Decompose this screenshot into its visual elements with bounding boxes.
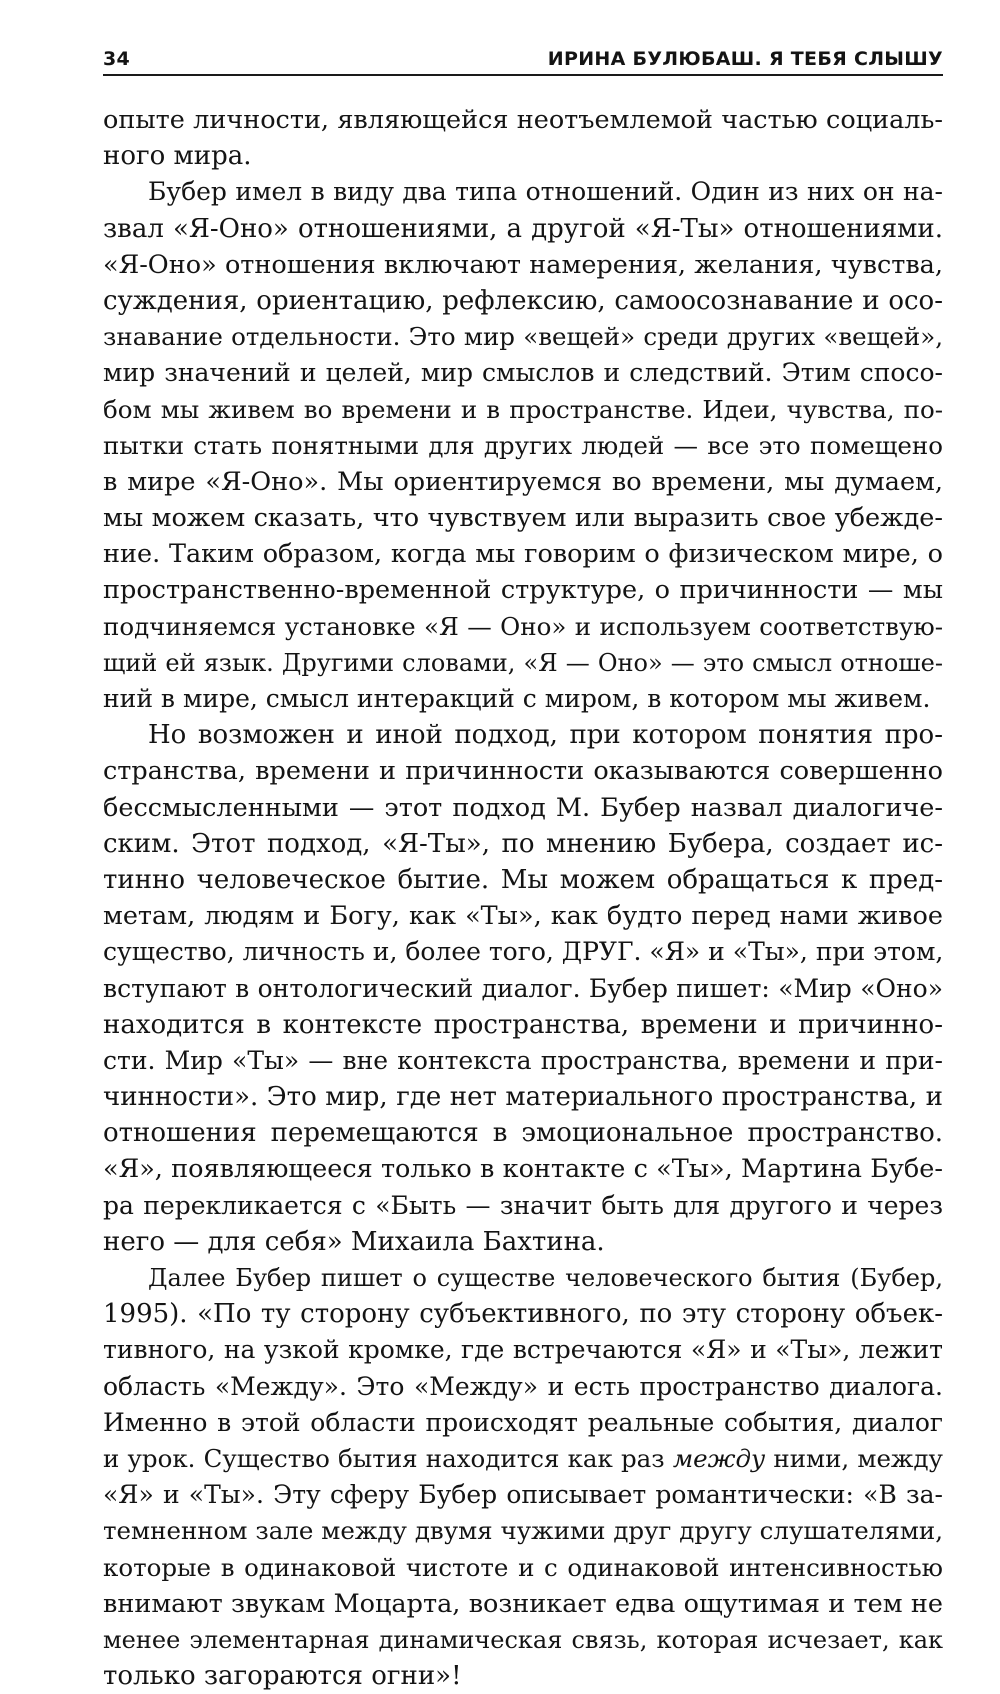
- text-line: ским. Этот подход, «Я-Ты», по мнению Бубера, создает ис-: [103, 828, 943, 859]
- text-line: ние. Таким образом, когда мы говорим о физическом мире, о: [103, 539, 943, 570]
- text-line: вступают в онтологический диалог. Бубер пишет: «Мир «Оно»: [103, 973, 943, 1003]
- text-line: пространственно-временной структуре, о причинности — мы: [103, 575, 943, 606]
- text-line: только загораются огни»!: [103, 1661, 462, 1692]
- emphasis-text: между: [672, 1443, 766, 1473]
- text-line: менее элементарная динамическая связь, которая исчезает, как: [103, 1625, 943, 1654]
- text-line: 1995). «По ту сторону субъективного, по эту сторону объек-: [103, 1299, 943, 1330]
- text-line: звал «Я-Оно» отношениями, а другой «Я-Ты» отношениями.: [103, 213, 943, 244]
- text-line: ра перекликается с «Быть — значит быть для другого и через: [103, 1190, 943, 1220]
- text-line: «Я-Оно» отношения включают намерения, желания, чувства,: [103, 249, 943, 280]
- text-line: странства, времени и причинности оказываются совершенно: [103, 756, 943, 787]
- text-line: суждения, ориентацию, рефлексию, самоосознавание и осо-: [103, 285, 943, 316]
- text-line: тивного, на узкой кромке, где встречаются «Я» и «Ты», лежит: [103, 1335, 943, 1365]
- text-line: внимают звукам Моцарта, возникает едва ощутимая и тем не: [103, 1588, 943, 1619]
- text-line: сти. Мир «Ты» — вне контекста пространства, времени и при-: [103, 1045, 943, 1075]
- text-line: «Я» и «Ты». Эту сферу Бубер описывает романтически: «В за-: [103, 1480, 943, 1510]
- text-line: пытки стать понятными для других людей — все это помещено: [103, 430, 943, 460]
- text-line: бессмысленными — этот подход М. Бубер назвал диалогиче-: [103, 792, 943, 823]
- text-line: знавание отдельности. Это мир «вещей» среди других «вещей»,: [103, 322, 943, 352]
- text-line: ного мира.: [103, 141, 252, 172]
- text-line: мы можем сказать, что чувствуем или выразить свое убежде-: [103, 503, 943, 534]
- text-line: Бубер имел в виду два типа отношений. Один из них он на-: [148, 177, 943, 207]
- text-line: тинно человеческое бытие. Мы можем обращаться к пред-: [103, 864, 943, 895]
- text-line: находится в контексте пространства, времени и причинно-: [103, 1009, 943, 1040]
- text-line: него — для себя» Михаила Бахтина.: [103, 1226, 605, 1257]
- text-line: область «Между». Это «Между» и есть пространство диалога.: [103, 1371, 943, 1401]
- text-line: и урок. Существо бытия находится как раз между ними, между: [103, 1443, 943, 1473]
- text-line: Но возможен и иной подход, при котором понятия про-: [148, 720, 943, 751]
- text-line: темненном зале между двумя чужими друг другу слушателями,: [103, 1516, 943, 1546]
- body-text: [103, 102, 943, 1694]
- text-line: «Я», появляющееся только в контакте с «Ты», Мартина Бубе-: [103, 1154, 943, 1185]
- text-line: существо, личность и, более того, ДРУГ. «Я» и «Ты», при этом,: [103, 937, 943, 967]
- text-line: подчиняемся установке «Я — Оно» и используем соответствую-: [103, 611, 943, 641]
- text-line: которые в одинаковой чистоте и с одинаковой интенсивностью: [103, 1552, 943, 1582]
- running-header: [103, 44, 943, 76]
- running-title: ИРИНА БУЛЮБАШ. Я ТЕБЯ СЛЫШУ: [547, 48, 943, 70]
- text-line: ний в мире, смысл интеракций с миром, в котором мы живем.: [103, 684, 931, 713]
- text-line: бом мы живем во времени и в пространстве. Идеи, чувства, по-: [103, 394, 943, 424]
- text-line: Именно в этой области происходят реальные события, диалог: [103, 1407, 943, 1437]
- text-line: мир значений и целей, мир смыслов и следствий. Этим спосо-: [103, 358, 943, 388]
- text-line: чинности». Это мир, где нет материального пространства, и: [103, 1082, 943, 1113]
- text-line: в мире «Я-Оно». Мы ориентируемся во времени, мы думаем,: [103, 466, 943, 497]
- text-line: щий ей язык. Другими словами, «Я — Оно» — это смысл отноше-: [103, 648, 943, 677]
- text-line: опыте личности, являющейся неотъемлемой частью социаль-: [103, 105, 943, 135]
- page-number: 34: [103, 48, 131, 70]
- text-line: отношения перемещаются в эмоциональное пространство.: [103, 1118, 943, 1149]
- text-line: Далее Бубер пишет о существе человеческого бытия (Бубер,: [148, 1264, 943, 1292]
- text-line: метам, людям и Богу, как «Ты», как будто перед нами живое: [103, 901, 943, 932]
